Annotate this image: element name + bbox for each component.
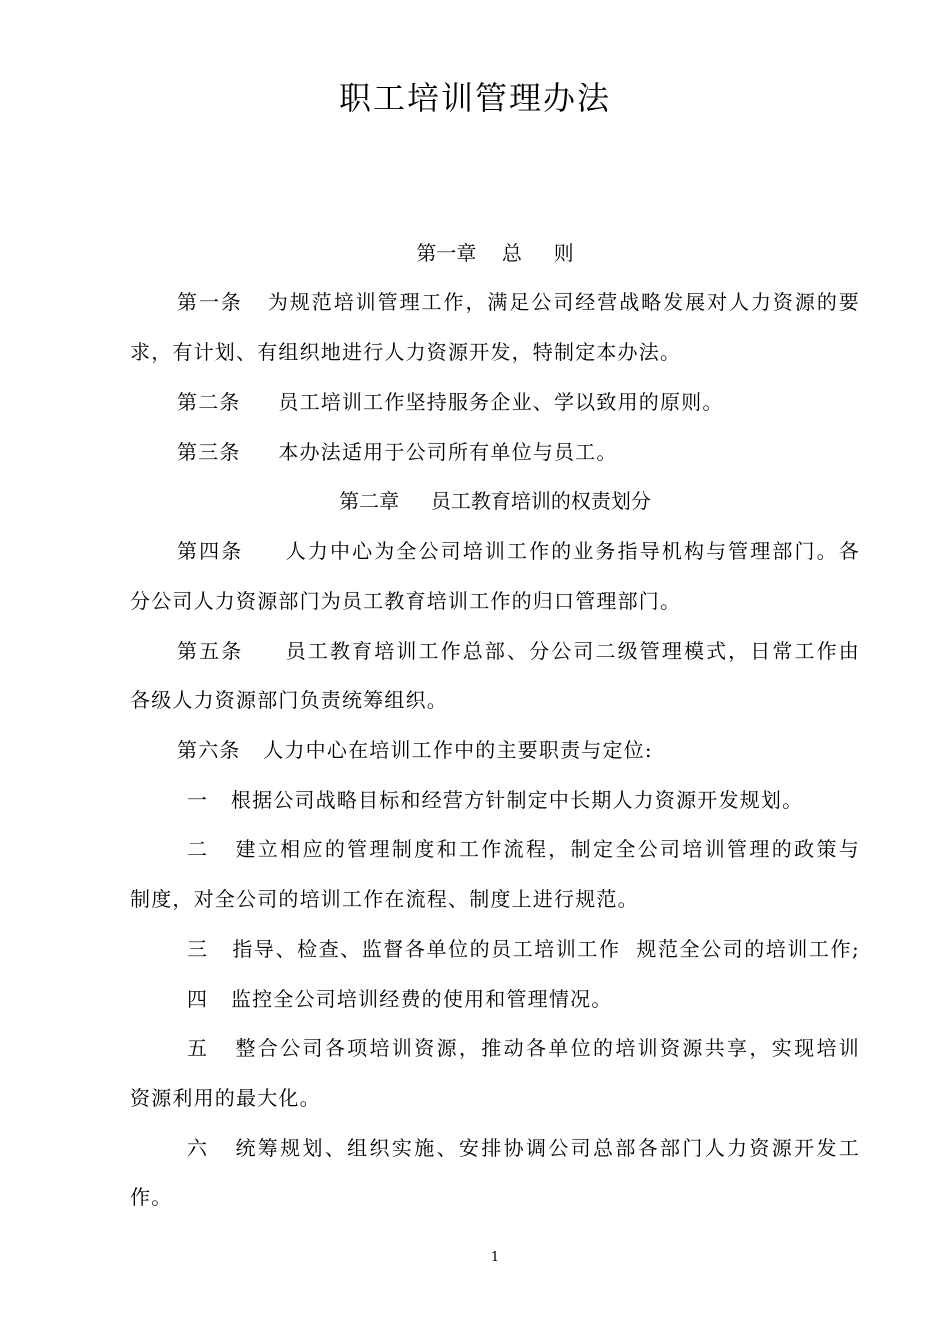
paragraph-line: 一 根据公司战略目标和经营方针制定中长期人力资源开发规划。 <box>187 788 804 812</box>
paragraph-line: 三 指导、检查、监督各单位的员工培训工作 规范全公司的培训工作; <box>187 937 860 961</box>
paragraph-line: 资源利用的最大化。 <box>130 1086 321 1110</box>
paragraph-line: 作。 <box>130 1185 173 1209</box>
paragraph-line: 第一条 为规范培训管理工作，满足公司经营战略发展对人力资源的要 <box>177 290 860 314</box>
paragraph-line: 第三条 本办法适用于公司所有单位与员工。 <box>177 440 618 464</box>
paragraph-line: 四 监控全公司培训经费的使用和管理情况。 <box>187 987 613 1011</box>
paragraph-line: 五 整合公司各项培训资源，推动各单位的培训资源共享，实现培训 <box>187 1036 860 1060</box>
page-number: 1 <box>490 1250 500 1265</box>
document-title: 职工培训管理办法 <box>338 79 611 117</box>
paragraph-line: 第六条 人力中心在培训工作中的主要职责与定位: <box>177 738 653 762</box>
chapter-heading-1: 第一章 总 则 <box>416 241 574 265</box>
paragraph-line: 各级人力资源部门负责统筹组织。 <box>130 688 448 712</box>
paragraph-line: 第二条 员工培训工作坚持服务企业、学以致用的原则。 <box>177 390 724 414</box>
paragraph-line: 制度，对全公司的培训工作在流程、制度上进行规范。 <box>130 887 639 911</box>
chapter-heading-2: 第二章 员工教育培训的权责划分 <box>339 489 651 513</box>
paragraph-line: 分公司人力资源部门为员工教育培训工作的归口管理部门。 <box>130 589 682 613</box>
paragraph-line: 第四条 人力中心为全公司培训工作的业务指导机构与管理部门。各 <box>177 539 860 563</box>
paragraph-line: 第五条 员工教育培训工作总部、分公司二级管理模式，日常工作由 <box>177 639 860 663</box>
paragraph-line: 六 统筹规划、组织实施、安排协调公司总部各部门人力资源开发工 <box>187 1136 860 1160</box>
paragraph-line: 二 建立相应的管理制度和工作流程，制定全公司培训管理的政策与 <box>187 837 860 861</box>
paragraph-line: 求，有计划、有组织地进行人力资源开发，特制定本办法。 <box>130 340 682 364</box>
